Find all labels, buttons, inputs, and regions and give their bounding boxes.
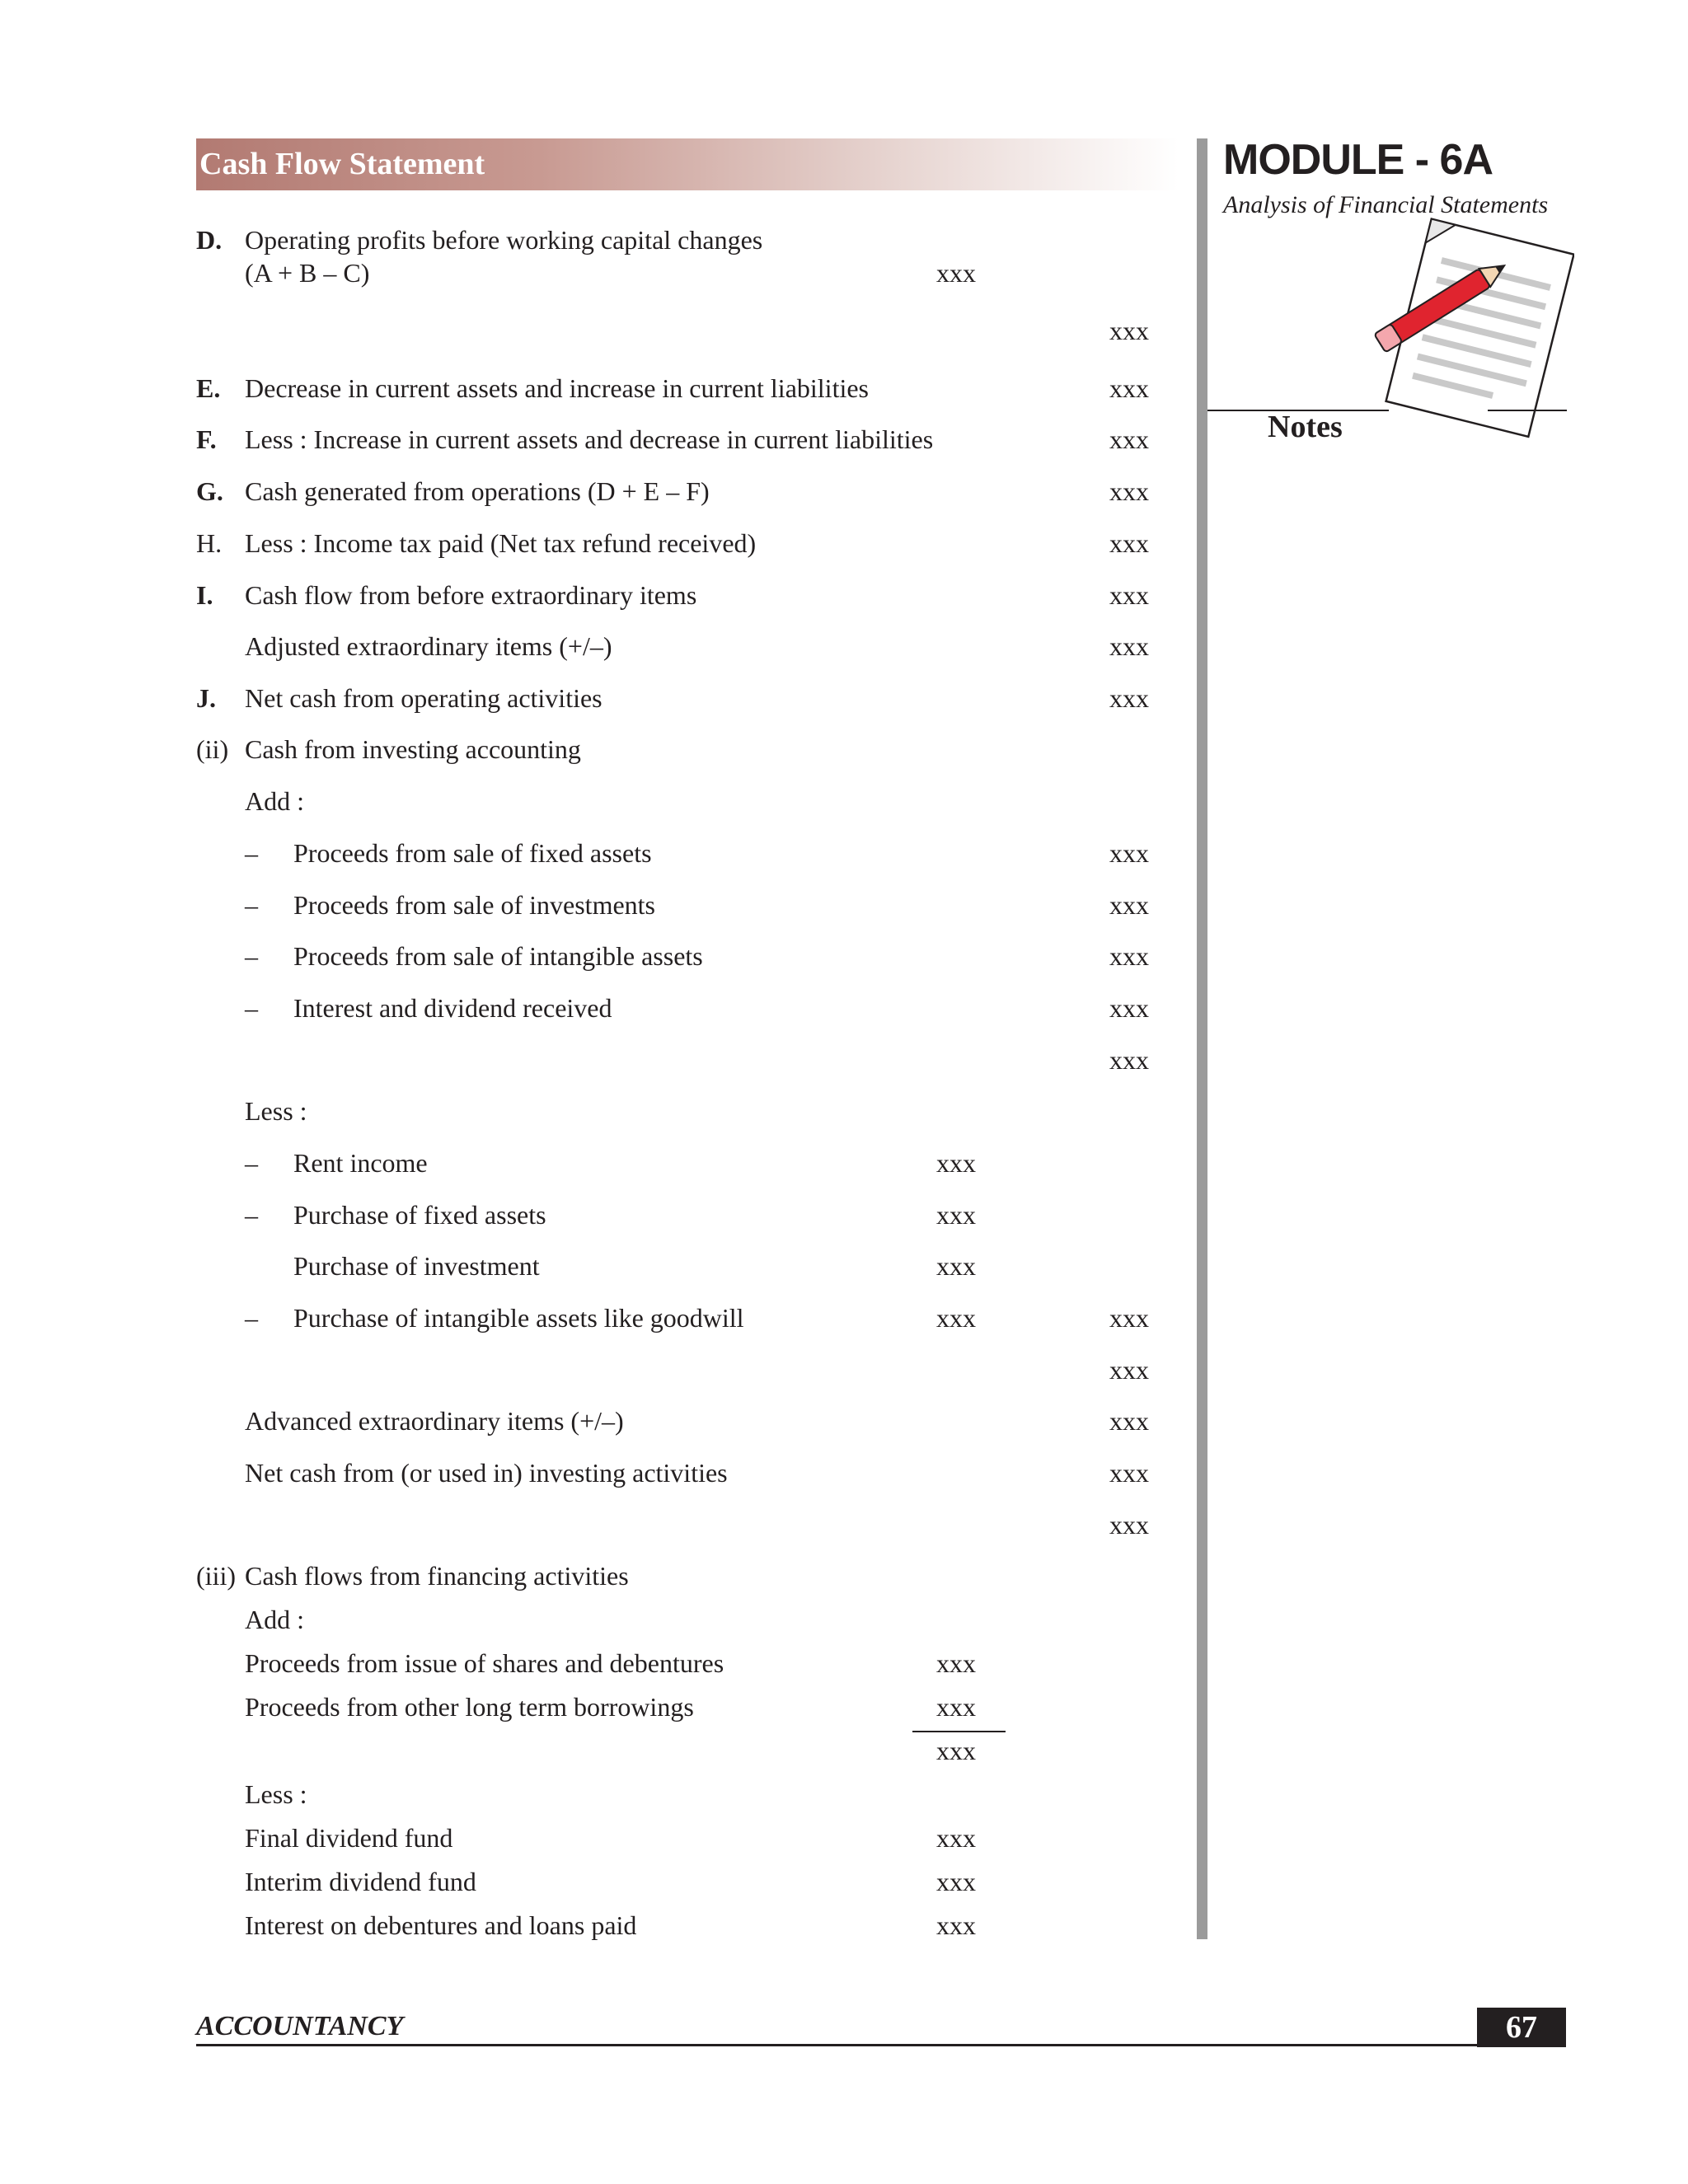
module-subtitle: Analysis of Financial Statements xyxy=(1223,191,1549,218)
statement-row: J. Net cash from operating activities xxx xyxy=(196,683,1149,713)
statement-row: Purchase of investment xxx xyxy=(293,1251,976,1281)
statement-row: – Purchase of fixed assets xxx xyxy=(245,1200,976,1230)
statement-row: I. Cash flow from before extraordinary items xxx xyxy=(196,580,1149,610)
statement-row: Interest on debentures and loans paid xxx xyxy=(245,1910,976,1940)
statement-row: – Interest and dividend received xxx xyxy=(245,993,1149,1023)
statement-row: Final dividend fund xxx xyxy=(245,1823,976,1853)
page-number: 67 xyxy=(1506,2010,1537,2045)
footer-subject: ACCOUNTANCY xyxy=(196,2011,404,2041)
statement-row: – Rent income xxx xyxy=(245,1148,976,1178)
statement-row: F. Less : Increase in current assets and decrease in current liabilities xxx xyxy=(196,424,1149,454)
statement-row: Advanced extraordinary items (+/–) xxx xyxy=(245,1406,1149,1436)
statement-row: xxx xyxy=(1109,1045,1149,1075)
statement-row: H. Less : Income tax paid (Net tax refund received) xxx xyxy=(196,528,1149,558)
statement-row: Add : xyxy=(245,1605,304,1634)
statement-row: xxx xyxy=(1109,316,1149,345)
footer-rule xyxy=(196,2044,1566,2046)
statement-row: Add : xyxy=(245,786,304,816)
statement-row: (iii) Cash flows from financing activities xyxy=(196,1561,629,1591)
page-title: Cash Flow Statement xyxy=(199,147,485,181)
statement-row: (ii) Cash from investing accounting xyxy=(196,734,581,764)
statement-row: Proceeds from issue of shares and debentures xxx xyxy=(245,1648,976,1678)
statement-row: D. Operating profits before working capital changes xyxy=(196,225,763,255)
statement-row: – Proceeds from sale of fixed assets xxx xyxy=(245,838,1149,868)
statement-row: Less : xyxy=(245,1096,307,1126)
statement-row: E. Decrease in current assets and increase in current liabilities xxx xyxy=(196,373,1149,403)
statement-row: – Purchase of intangible assets like goodwill xxx xxx xyxy=(245,1303,1149,1333)
statement-row: xxx xyxy=(1109,1510,1149,1540)
statement-row: Interim dividend fund xxx xyxy=(245,1867,976,1896)
statement-row: Proceeds from other long term borrowings xxx xyxy=(245,1692,976,1722)
statement-row: Less : xyxy=(245,1779,307,1809)
statement-row: (A + B – C) xxx xyxy=(245,258,976,288)
statement-row: Adjusted extraordinary items (+/–) xxx xyxy=(245,631,1149,661)
statement-row: xxx xyxy=(1109,1355,1149,1385)
statement-row: xxx xyxy=(936,1736,976,1765)
statement-row: G. Cash generated from operations (D + E – F) xxx xyxy=(196,476,1149,506)
statement-row: – Proceeds from sale of investments xxx xyxy=(245,890,1149,920)
notes-rule-right xyxy=(1488,410,1567,411)
statement-row: Net cash from (or used in) investing activities xxx xyxy=(245,1458,1149,1488)
statement-row: – Proceeds from sale of intangible assets xxx xyxy=(245,941,1149,971)
notes-label: Notes xyxy=(1268,410,1343,444)
module-title: MODULE - 6A xyxy=(1223,136,1493,184)
sidebar-divider xyxy=(1197,138,1207,1939)
notes-pencil-icon xyxy=(1352,213,1574,442)
